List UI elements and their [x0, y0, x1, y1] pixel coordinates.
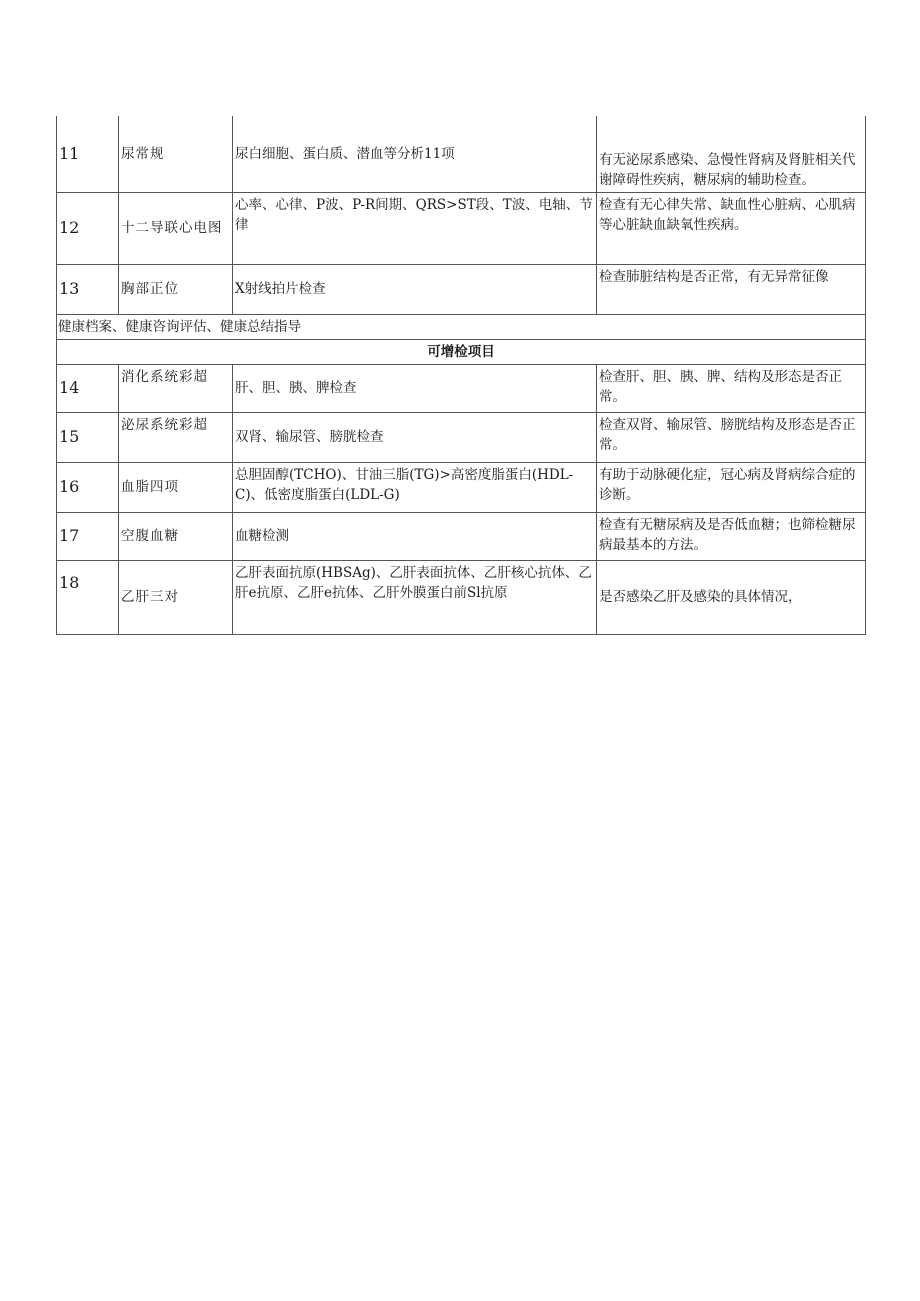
- section-title: 可增检项目: [57, 339, 866, 364]
- item-content: 肝、胆、胰、脾检查: [233, 364, 597, 412]
- item-content: 心率、心律、P波、P-R间期、QRS>ST段、T波、电轴、节律: [233, 192, 597, 264]
- service-note: 健康档案、健康咨询评估、健康总结指导: [57, 314, 866, 339]
- item-number: 11: [57, 116, 119, 192]
- item-number: 17: [57, 512, 119, 560]
- table-row: [57, 264, 866, 314]
- item-purpose: 检查肝、胆、胰、脾、结构及形态是否正常。: [597, 364, 866, 412]
- table-row: [57, 364, 866, 412]
- item-purpose: 是否感染乙肝及感染的具体情况，: [597, 560, 866, 634]
- item-number: 13: [57, 264, 119, 314]
- item-purpose: 检查肺脏结构是否正常，有无异常征像: [597, 264, 866, 314]
- item-content: 总胆固醇(TCHO)、甘油三脂(TG)>高密度脂蛋白(HDL-C)、低密度脂蛋白(LDL-G): [233, 462, 597, 512]
- item-name: 空腹血糖: [119, 512, 233, 560]
- item-number: 18: [57, 560, 119, 634]
- table-row: [57, 412, 866, 462]
- item-number: 12: [57, 192, 119, 264]
- item-name: 消化系统彩超: [119, 364, 233, 412]
- item-purpose: 有助于动脉硬化症，冠心病及肾病综合症的诊断。: [597, 462, 866, 512]
- table-row: [57, 314, 866, 339]
- item-name: 尿常规: [119, 116, 233, 192]
- item-content: 双肾、输尿管、膀胱检查: [233, 412, 597, 462]
- item-name: 泌尿系统彩超: [119, 412, 233, 462]
- table-row: [57, 462, 866, 512]
- item-name: 十二导联心电图: [119, 192, 233, 264]
- item-purpose: 检查双肾、输尿管、膀胱结构及形态是否正常。: [597, 412, 866, 462]
- item-content: X射线拍片检查: [233, 264, 597, 314]
- item-content: 乙肝表面抗原(HBSAg)、乙肝表面抗体、乙肝核心抗体、乙肝e抗原、乙肝e抗体、乙肝外膜蛋白前Sl抗原: [233, 560, 597, 634]
- item-name: 血脂四项: [119, 462, 233, 512]
- table-row: [57, 116, 866, 192]
- item-number: 14: [57, 364, 119, 412]
- item-number: 15: [57, 412, 119, 462]
- item-number: 16: [57, 462, 119, 512]
- item-purpose: 检查有无心律失常、缺血性心脏病、心肌病等心脏缺血缺氧性疾病。: [597, 192, 866, 264]
- table-row: [57, 512, 866, 560]
- table-row: [57, 192, 866, 264]
- item-name: 胸部正位: [119, 264, 233, 314]
- item-purpose: 有无泌尿系感染、急慢性肾病及肾脏相关代谢障碍性疾病，糖尿病的辅助检查。: [597, 116, 866, 192]
- item-purpose: 检查有无糖尿病及是否低血糖；也筛检糖尿病最基本的方法。: [597, 512, 866, 560]
- item-content: 血糖检测: [233, 512, 597, 560]
- table-row: [57, 560, 866, 634]
- exam-items-table: [56, 116, 866, 635]
- item-name: 乙肝三对: [119, 560, 233, 634]
- table-row: [57, 339, 866, 364]
- item-content: 尿白细胞、蛋白质、潜血等分析11项: [233, 116, 597, 192]
